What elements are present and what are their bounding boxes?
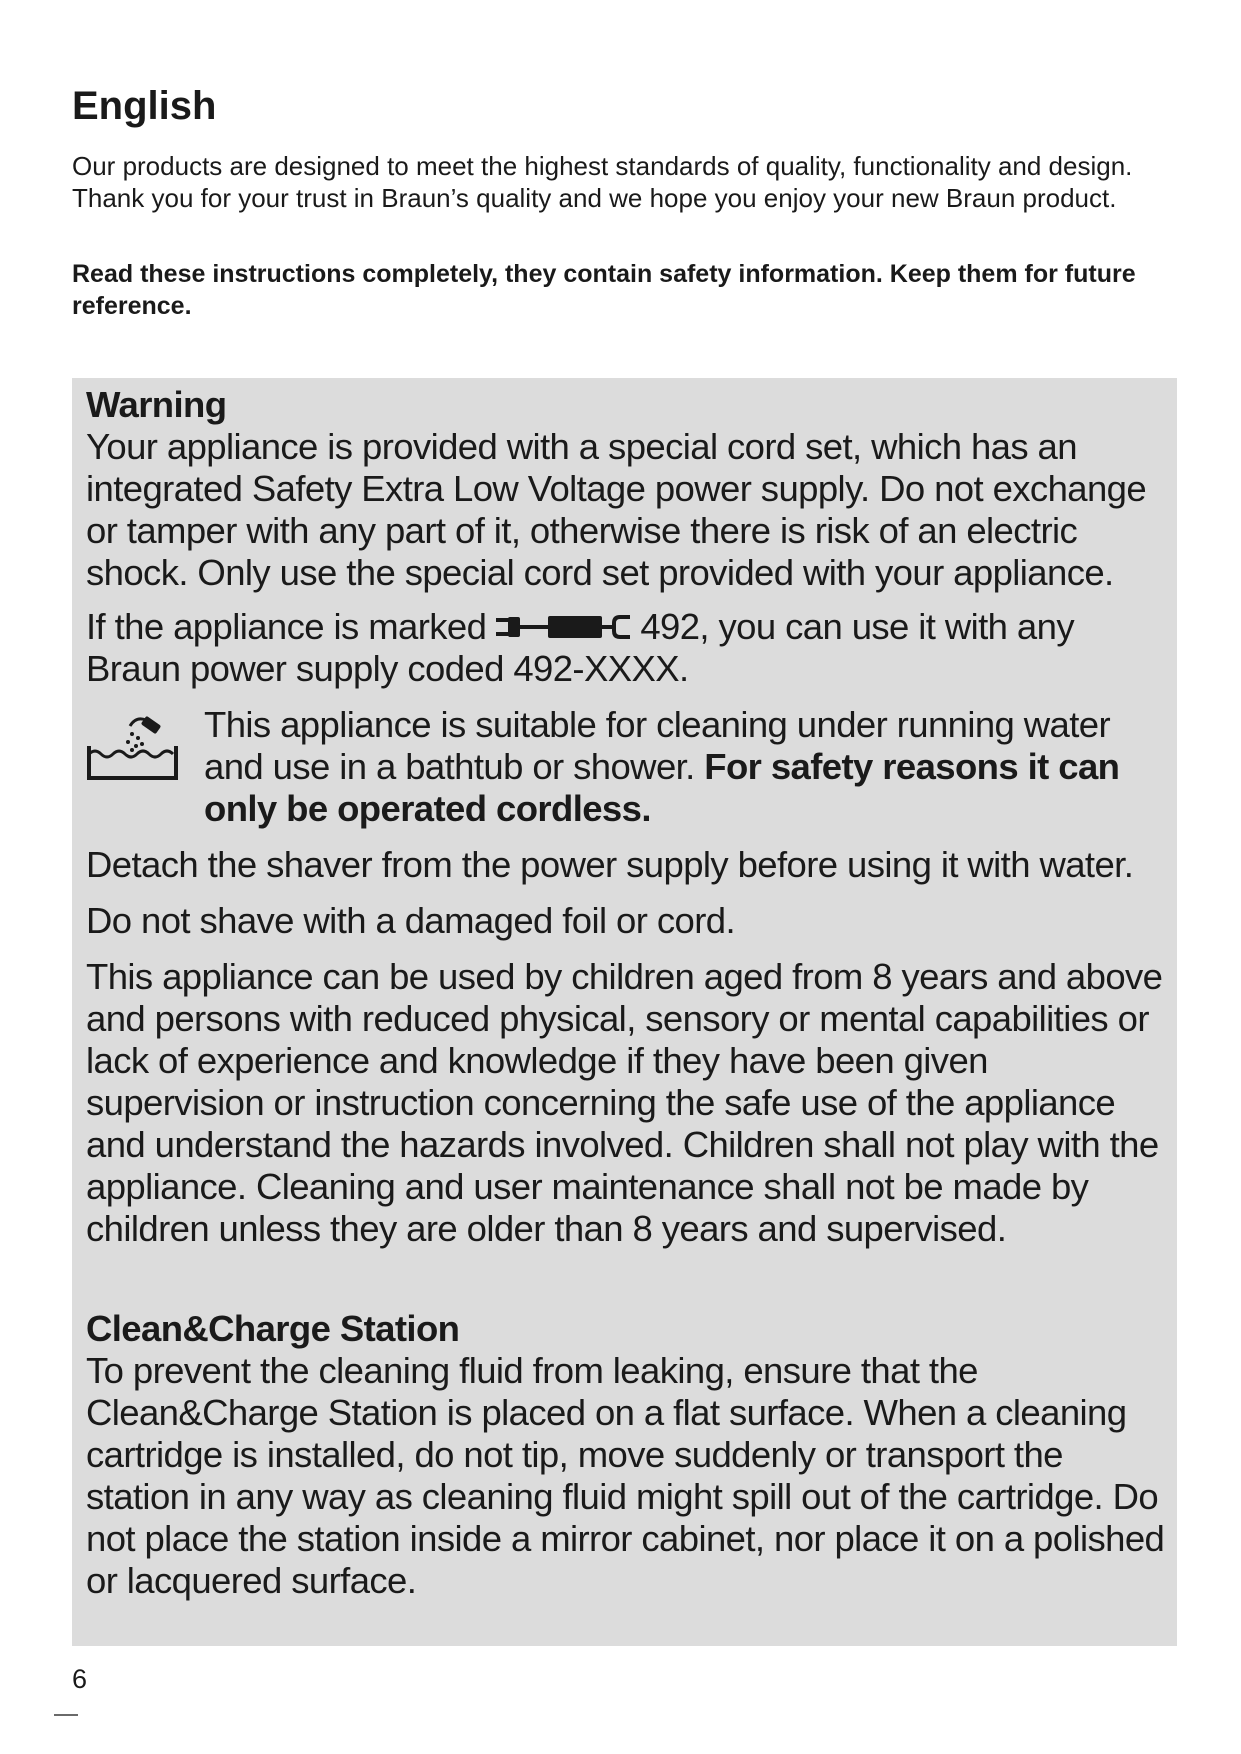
marked-suffix: 492, you can use it with any [640, 606, 1074, 647]
shower-bath-water-icon [86, 712, 182, 784]
language-title: English [72, 84, 217, 128]
read-instructions-note: Read these instructions completely, they contain safety information. Keep them for future reference. [72, 260, 1136, 320]
marked-paragraph [86, 606, 1165, 690]
cord-set-symbol-icon [494, 612, 634, 642]
children-warning: This appliance can be used by children aged from 8 years and above and persons with reduced physical, sensory or mental capabilities or lack of experience and knowledge if they have been given supervision or instruction concerning the safe use of the appliance and understand the hazards involved. Children shall not play with the appliance. Cleaning and user maintenance shall not be made by children unless they are older than 8 years and supervised. [86, 956, 1163, 1249]
intro-text: Our products are designed to meet the highest standards of quality, functionality and design. Thank you for your trust in Braun’s quality and we hope you enjoy your new Braun product. [72, 151, 1133, 213]
damaged-foil-warning: Do not shave with a damaged foil or cord. [86, 900, 735, 941]
water-usage-block [86, 704, 1165, 830]
marked-line-2: Braun power supply coded 492-XXXX. [86, 648, 689, 689]
warning-heading: Warning [86, 384, 227, 425]
marked-prefix: If the appliance is marked [86, 606, 487, 647]
footer-mark [54, 1714, 78, 1716]
marked-line-1 [86, 606, 1074, 647]
water-text-regular: This appliance is suitable for cleaning under running water and use in a bathtub or shower. [204, 704, 1111, 787]
page-number: 6 [72, 1664, 88, 1694]
warning-box [72, 378, 1177, 1646]
detach-warning: Detach the shaver from the power supply before using it with water. [86, 844, 1134, 885]
station-heading: Clean&Charge Station [86, 1308, 460, 1349]
station-text: To prevent the cleaning fluid from leaking, ensure that the Clean&Charge Station is placed on a flat surface. When a cleaning cartridge is installed, do not tip, move suddenly or transport the station in any way as cleaning fluid might spill out of the cartridge. Do not place the station inside a mirror cabinet, nor place it on a polished or lacquered surface. [86, 1350, 1165, 1601]
cord-set-warning: Your appliance is provided with a special cord set, which has an integrated Safety Extra Low Voltage power supply. Do not exchange or tamper with any part of it, otherwise there is risk of an electric shock. Only use the special cord set provided with your appliance. [86, 426, 1147, 593]
water-usage-text [204, 704, 1165, 830]
water-text-bold: For safety reasons it can only be operated cordless. [204, 746, 1120, 829]
